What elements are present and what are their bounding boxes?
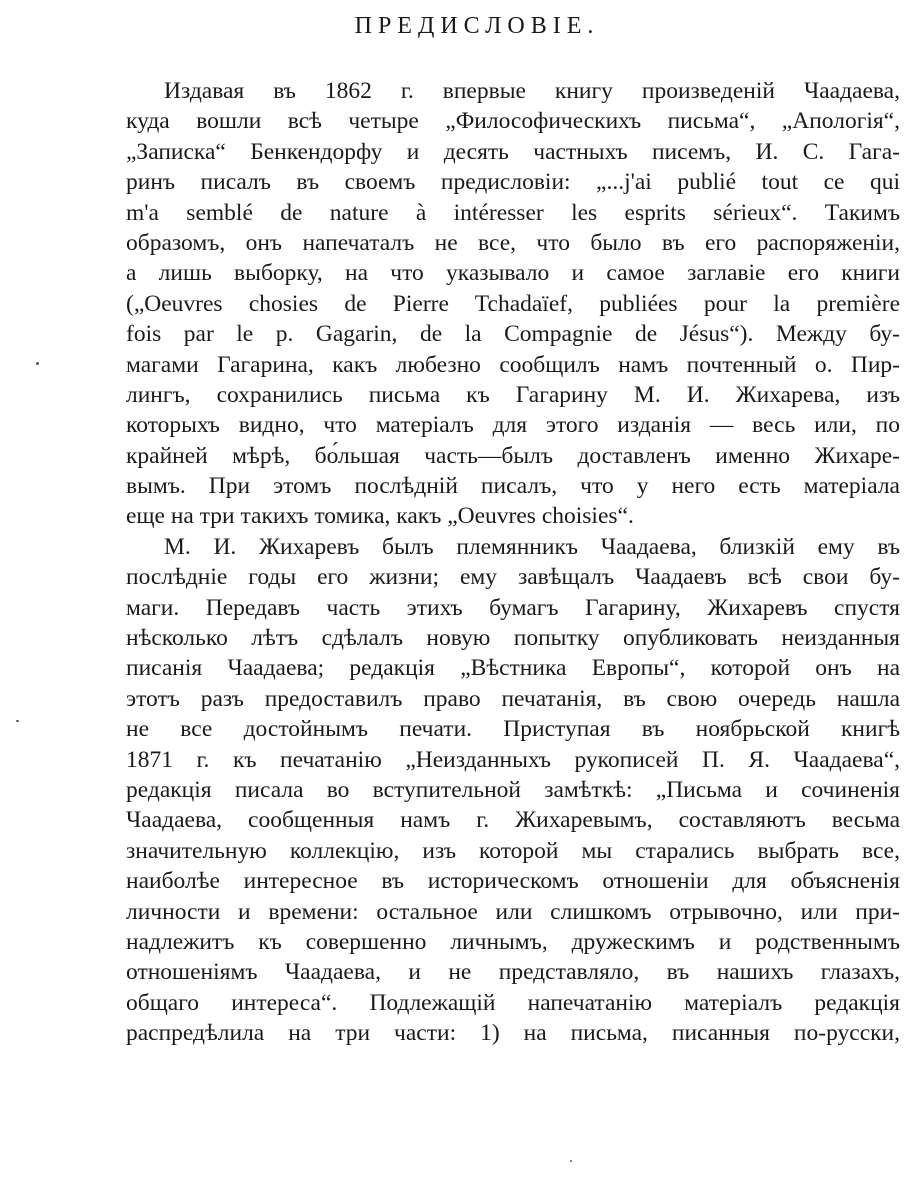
text-line: образомъ, онъ напечаталъ не все, что было въ его распоряженіи, <box>126 229 900 256</box>
text-line: общаго интереса“. Подлежащій напечатанію матеріалъ редакція <box>126 989 900 1016</box>
text-line: куда вошли всѣ четыре „Философическихъ письма“, „Апологія“, <box>126 108 900 135</box>
text-line: „Записка“ Бенкендорфу и десять частныхъ писемъ, И. С. Гага- <box>126 138 900 165</box>
text-line: fois par le p. Gagarin, de la Compagnie de Jésus“). Между бу- <box>126 321 900 348</box>
text-line: редакція писала во вступительной замѣткѣ: „Письма и сочиненія <box>126 776 900 803</box>
body-text <box>126 76 900 1049</box>
text-line: отношеніямъ Чаадаева, и не представляло, въ нашихъ глазахъ, <box>126 959 900 986</box>
text-line: писанія Чаадаева; редакція „Вѣстника Европы“, которой онъ на <box>126 655 900 682</box>
text-line: нѣсколько лѣтъ сдѣлалъ новую попытку опубликовать неизданныя <box>126 625 900 652</box>
text-line: крайней мѣрѣ, бо́льшая часть—былъ доставленъ именно Жихаре- <box>126 442 900 469</box>
text-line: лингъ, сохранились письма къ Гагарину М. И. Жихарева, изъ <box>126 381 900 408</box>
scan-speck <box>36 362 39 365</box>
text-line: а лишь выборку, на что указывало и самое заглавіе его книги <box>126 260 900 287</box>
text-line: М. И. Жихаревъ былъ племянникъ Чаадаева, близкій ему въ <box>164 533 900 560</box>
text-line: надлежитъ къ совершенно личнымъ, дружескимъ и родственнымъ <box>126 928 900 955</box>
text-line: Чаадаева, сообщенныя намъ г. Жихаревымъ, составляютъ весьма <box>126 807 900 834</box>
paragraph-2 <box>126 532 900 1049</box>
text-line: значительную коллекцію, изъ которой мы старались выбрать все, <box>126 837 900 864</box>
text-line: наиболѣе интересное въ историческомъ отношеніи для объясненія <box>126 868 900 895</box>
text-line: послѣдніе годы его жизни; ему завѣщалъ Чаадаевъ всѣ свои бу- <box>126 564 900 591</box>
text-line: („Oeuvres chosies de Pierre Tchadaïef, publiées pour la première <box>126 290 900 317</box>
text-line: не все достойнымъ печати. Приступая въ ноябрьской книгѣ <box>126 716 900 743</box>
text-line: личности и времени: остальное или слишкомъ отрывочно, или при- <box>126 898 900 925</box>
paragraph-1 <box>126 76 900 532</box>
text-line: 1871 г. къ печатанію „Неизданныхъ рукописей П. Я. Чаадаева“, <box>126 746 900 773</box>
text-line: Издавая въ 1862 г. впервые книгу произведеній Чаадаева, <box>164 78 900 104</box>
text-line: вымъ. При этомъ послѣдній писалъ, что у него есть матеріала <box>126 473 900 500</box>
text-line: m'a semblé de nature à intéresser les esprits sérieux“. Такимъ <box>126 199 900 226</box>
text-line: этотъ разъ предоставилъ право печатанія, въ свою очередь нашла <box>126 685 900 712</box>
scan-speck <box>570 1160 572 1162</box>
text-line: ринъ писалъ въ своемъ предисловіи: „...j'ai publié tout ce qui <box>126 169 900 196</box>
scan-speck <box>16 720 19 722</box>
page-heading: ПРЕДИСЛОВІЕ. <box>354 13 600 39</box>
text-line: которыхъ видно, что матеріалъ для этого изданія — весь или, по <box>126 412 900 439</box>
text-line: магами Гагарина, какъ любезно сообщилъ намъ почтенный о. Пир- <box>126 351 900 378</box>
text-line: еще на три такихъ томика, какъ „Oeuvres choisies“. <box>126 503 634 530</box>
text-line: маги. Передавъ часть этихъ бумагъ Гагарину, Жихаревъ спустя <box>126 594 900 621</box>
text-line: распредѣлила на три части: 1) на письма, писанныя по-русски, <box>126 1020 900 1047</box>
